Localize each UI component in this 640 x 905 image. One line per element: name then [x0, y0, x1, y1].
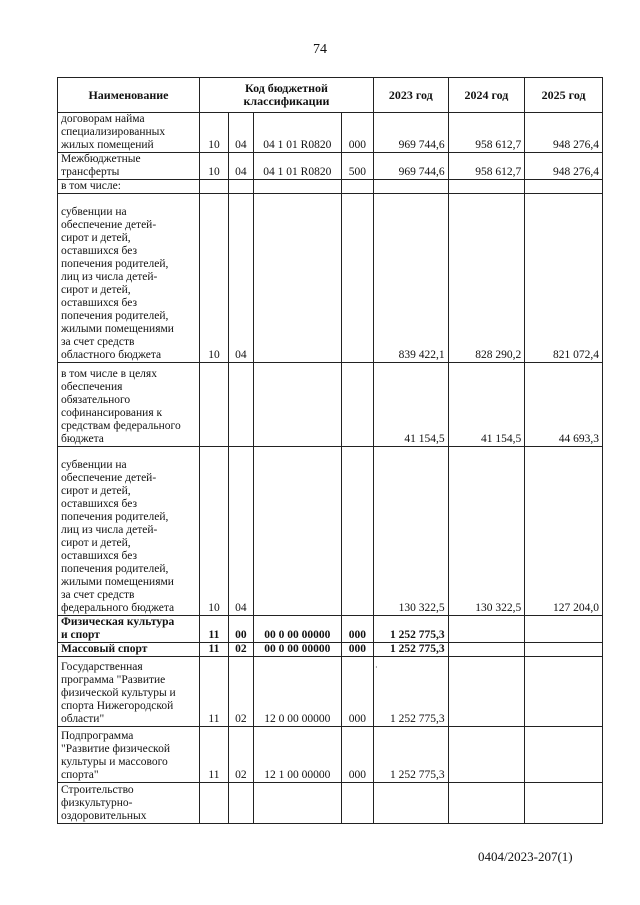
row-expense-type: 000	[341, 616, 373, 643]
row-section	[199, 363, 228, 447]
row-name: Физическая культура и спорт	[58, 616, 200, 643]
row-2025: 948 276,4	[525, 153, 603, 180]
row-section: 11	[199, 616, 228, 643]
row-name: субвенции на обеспечение детей- сирот и детей, оставшихся без попечения родителей, лиц из числа детей- сирот и детей, оставшихся без попечения родителей, жилыми помещениями за счет средств областного бюджета	[58, 194, 200, 363]
row-2023: 839 422,1	[373, 194, 448, 363]
row-name: Массовый спорт	[58, 643, 200, 657]
row-section: 11	[199, 657, 228, 727]
table-row	[58, 194, 603, 363]
row-2025: 821 072,4	[525, 194, 603, 363]
scan-dot: ·	[375, 663, 378, 672]
header-2024: 2024 год	[448, 78, 525, 113]
row-section: 11	[199, 643, 228, 657]
row-expense-type	[341, 180, 373, 194]
row-name: Межбюджетные трансферты	[58, 153, 200, 180]
row-2024	[448, 783, 525, 824]
row-2025	[525, 180, 603, 194]
row-2024: 41 154,5	[448, 363, 525, 447]
row-subsection: 02	[228, 727, 253, 783]
row-section	[199, 180, 228, 194]
row-expense-type: 000	[341, 657, 373, 727]
row-2025: 127 204,0	[525, 447, 603, 616]
row-2024	[448, 727, 525, 783]
row-target-code: 00 0 00 00000	[253, 643, 341, 657]
row-subsection: 00	[228, 616, 253, 643]
header-name: Наименование	[58, 78, 200, 113]
row-subsection	[228, 363, 253, 447]
row-target-code: 00 0 00 00000	[253, 616, 341, 643]
row-subsection: 02	[228, 657, 253, 727]
row-subsection: 04	[228, 113, 253, 153]
row-subsection: 04	[228, 194, 253, 363]
row-name: субвенции на обеспечение детей- сирот и детей, оставшихся без попечения родителей, лиц из числа детей- сирот и детей, оставшихся без попечения родителей, жилыми помещениями за счет средств федерального бюджета	[58, 447, 200, 616]
row-2023: 1 252 775,3	[373, 616, 448, 643]
row-2024	[448, 616, 525, 643]
row-2024	[448, 643, 525, 657]
row-target-code: 04 1 01 R0820	[253, 153, 341, 180]
row-name: Государственная программа "Развитие физической культуры и спорта Нижегородской области"	[58, 657, 200, 727]
row-2024	[448, 180, 525, 194]
row-2025: 44 693,3	[525, 363, 603, 447]
row-expense-type	[341, 447, 373, 616]
row-expense-type: 000	[341, 727, 373, 783]
table-row	[58, 113, 603, 153]
row-2023: 130 322,5	[373, 447, 448, 616]
row-section: 10	[199, 113, 228, 153]
row-2024	[448, 657, 525, 727]
row-target-code: 04 1 01 R0820	[253, 113, 341, 153]
row-section: 11	[199, 727, 228, 783]
header-2023: 2023 год	[373, 78, 448, 113]
row-2025	[525, 643, 603, 657]
row-2025	[525, 727, 603, 783]
row-target-code	[253, 447, 341, 616]
page-number: 74	[313, 42, 327, 57]
document-code: 0404/2023-207(1)	[478, 849, 573, 864]
table-row	[58, 783, 603, 824]
table-row	[58, 643, 603, 657]
row-subsection	[228, 180, 253, 194]
row-subsection: 04	[228, 447, 253, 616]
row-2025: 948 276,4	[525, 113, 603, 153]
row-target-code	[253, 194, 341, 363]
budget-table	[57, 77, 603, 824]
row-section: 10	[199, 447, 228, 616]
row-2023: 1 252 775,3	[373, 727, 448, 783]
table-row	[58, 447, 603, 616]
row-2024: 958 612,7	[448, 153, 525, 180]
header-code: Код бюджетной классификации	[199, 78, 373, 113]
row-target-code	[253, 180, 341, 194]
row-2023: 969 744,6	[373, 153, 448, 180]
row-2024: 958 612,7	[448, 113, 525, 153]
row-2023	[373, 180, 448, 194]
row-name: в том числе:	[58, 180, 200, 194]
row-2025	[525, 657, 603, 727]
row-2025	[525, 783, 603, 824]
row-section	[199, 783, 228, 824]
row-expense-type	[341, 783, 373, 824]
row-target-code: 12 1 00 00000	[253, 727, 341, 783]
table-header-row	[58, 78, 603, 113]
row-name: Подпрограмма "Развитие физической культуры и массового спорта"	[58, 727, 200, 783]
row-expense-type	[341, 363, 373, 447]
row-2023: 1 252 775,3	[373, 657, 448, 727]
row-name: в том числе в целях обеспечения обязательного софинансирования к средствам федерального бюджета	[58, 363, 200, 447]
row-expense-type: 500	[341, 153, 373, 180]
header-2025: 2025 год	[525, 78, 603, 113]
row-expense-type: 000	[341, 113, 373, 153]
row-subsection: 04	[228, 153, 253, 180]
row-name: Строительство физкультурно- оздоровительных	[58, 783, 200, 824]
row-2023: 41 154,5	[373, 363, 448, 447]
table-row	[58, 727, 603, 783]
table-row	[58, 153, 603, 180]
table-row	[58, 363, 603, 447]
row-2025	[525, 616, 603, 643]
row-section: 10	[199, 194, 228, 363]
table-row	[58, 616, 603, 643]
row-subsection: 02	[228, 643, 253, 657]
row-target-code	[253, 363, 341, 447]
row-2024: 130 322,5	[448, 447, 525, 616]
row-2023: 1 252 775,3	[373, 643, 448, 657]
table-row	[58, 657, 603, 727]
row-2023	[373, 783, 448, 824]
row-expense-type: 000	[341, 643, 373, 657]
row-section: 10	[199, 153, 228, 180]
row-name: договорам найма специализированных жилых помещений	[58, 113, 200, 153]
row-expense-type	[341, 194, 373, 363]
row-target-code	[253, 783, 341, 824]
row-2024: 828 290,2	[448, 194, 525, 363]
row-2023: 969 744,6	[373, 113, 448, 153]
table-row	[58, 180, 603, 194]
row-subsection	[228, 783, 253, 824]
row-target-code: 12 0 00 00000	[253, 657, 341, 727]
